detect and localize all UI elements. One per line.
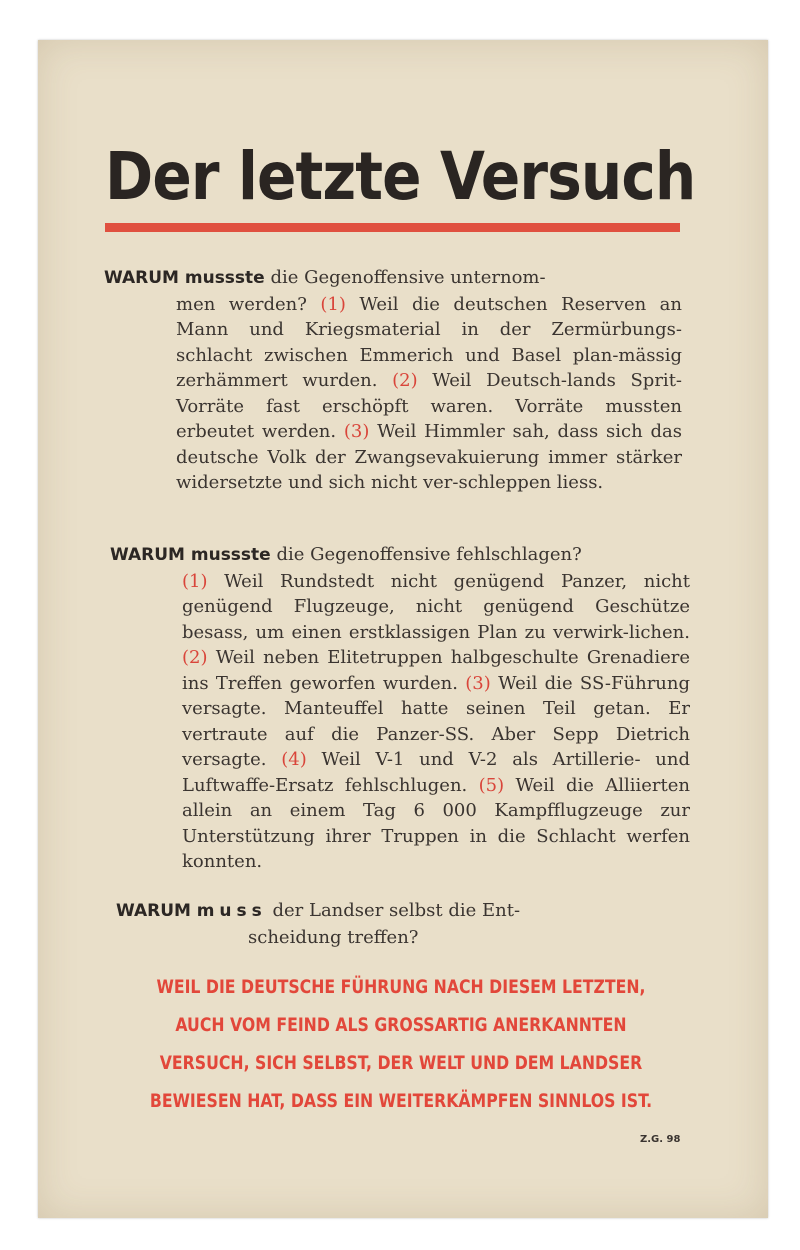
title-underline: [105, 223, 680, 232]
reason-number: (3): [343, 421, 370, 442]
question-3-keyword-muss: muss: [196, 901, 267, 921]
question-3-first-line: WARUM muss der Landser selbst die Ent-: [116, 900, 521, 921]
reason-number: (4): [281, 749, 307, 770]
leaflet-title: Der letzte Versuch: [105, 138, 696, 215]
question-1-body: men werden? (1) Weil die deutschen Reserven an Mann und Kriegsmaterial in der Zermürbungs-schlacht zwischen Emmerich und Basel plan-mässig zerhämmert wurden. (2) Weil Deutsch-lands Sprit-Vorräte fast erschöpft waren. Vorräte mussten erbeutet werden. (3) Weil Himmler sah, dass sich das deutsche Volk der Zwangsevakuierung immer stärker widersetzte und sich nicht ver-schleppen liess.: [176, 293, 683, 493]
question-3-body: scheidung treffen?: [248, 926, 419, 948]
question-1-first-line: WARUM mussste die Gegenoffensive unternom-: [104, 267, 546, 288]
reason-number: (3): [465, 672, 491, 694]
leaflet-code: Z.G. 98: [640, 1134, 681, 1145]
reason-number: (1): [320, 293, 346, 315]
answer-statement: WEIL DIE DEUTSCHE FÜHRUNG NACH DIESEM LETZTEN, AUCH VOM FEIND ALS GROSSARTIG ANERKANNTEN VERSUCH, SICH SELBST, DER WELT UND DEM LANDSER BEWIESEN HAT, DASS EIN WEITERKÄMPFEN SINNLOS IST.: [149, 976, 653, 1112]
question-3: [116, 898, 690, 950]
question-2-keyword: WARUM mussste: [110, 545, 271, 565]
question-3-keyword: WARUM: [116, 901, 191, 921]
reason-number: (1): [182, 570, 208, 592]
question-2-body: (1) Weil Rundstedt nicht genügend Panzer, nicht genügend Flugzeuge, nicht genügend Geschütze besass, um einen erstklassigen Plan zu verwirk-lichen. (2) Weil neben Elitetruppen halbgeschulte Grenadiere ins Treffen geworfen wurden. (3) Weil die SS-Führung versagte. Manteuffel hatte seinen Teil getan. Er vertraute auf die Panzer-SS. Aber Sepp Dietrich versagte. (4) Weil V-1 und V-2 als Artillerie- und Luftwaffe-Ersatz fehlschlugen. (5) Weil die Alliierten allein an einem Tag 6 000 Kampfflugzeuge zur Unterstützung ihrer Truppen in die Schlacht werfen konnten.: [182, 570, 691, 872]
reason-number: (5): [478, 774, 505, 796]
question-2-first-line: WARUM mussste die Gegenoffensive fehlschlagen?: [110, 544, 582, 565]
question-1: [104, 265, 682, 496]
question-1-keyword: WARUM mussste: [104, 268, 265, 288]
reason-number: (2): [182, 647, 208, 668]
question-2: [110, 542, 690, 875]
reason-number: (2): [392, 370, 418, 391]
